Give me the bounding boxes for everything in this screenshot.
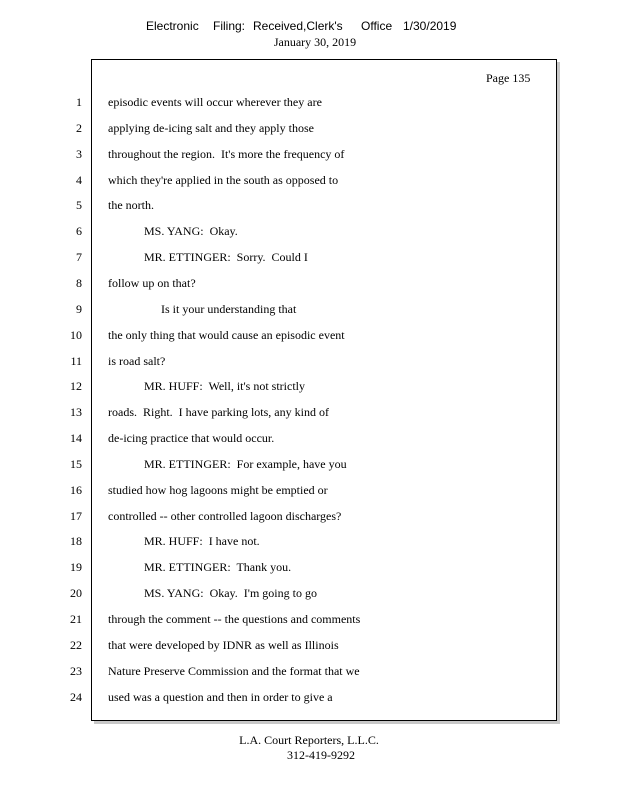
- line-number: 4: [76, 172, 82, 187]
- line-number: 8: [76, 275, 82, 290]
- line-number: 6: [76, 224, 82, 239]
- line-text: MR. ETTINGER: Thank you.: [144, 560, 292, 575]
- stamp-word: Filing:: [213, 19, 246, 33]
- line-text: episodic events will occur wherever they are: [108, 95, 322, 109]
- line-number: 7: [76, 250, 82, 265]
- line-text: that were developed by IDNR as well as Illinois: [108, 637, 339, 652]
- line-text: the only thing that would cause an episodic event: [108, 327, 345, 342]
- line-text: controlled -- other controlled lagoon discharges?: [108, 508, 342, 523]
- line-text: MS. YANG: Okay.: [144, 224, 238, 239]
- line-text: MR. ETTINGER: For example, have you: [144, 456, 347, 471]
- line-number: 9: [76, 301, 82, 316]
- line-text: Is it your understanding that: [161, 301, 297, 316]
- line-number: 19: [70, 560, 82, 575]
- line-number: 14: [70, 431, 82, 446]
- stamp-word: Electronic: [146, 19, 199, 33]
- stamp-word: Received,Clerk's: [253, 19, 343, 33]
- line-text: MS. YANG: Okay. I'm going to go: [144, 586, 317, 601]
- footer-phone: 312-419-9292: [287, 748, 355, 762]
- line-number: 12: [70, 379, 82, 394]
- line-number: 11: [70, 353, 82, 368]
- line-text: MR. HUFF: Well, it's not strictly: [144, 379, 305, 394]
- line-number: 22: [70, 637, 82, 652]
- line-text: studied how hog lagoons might be emptied or: [108, 482, 328, 497]
- stamp-word: 1/30/2019: [403, 19, 457, 33]
- line-number: 18: [70, 534, 82, 549]
- line-text: follow up on that?: [108, 275, 196, 290]
- line-number: 3: [76, 146, 82, 161]
- line-text: is road salt?: [108, 353, 166, 368]
- line-number: 1: [76, 95, 82, 109]
- line-text: used was a question and then in order to give a: [108, 689, 333, 704]
- line-number: 2: [76, 120, 82, 135]
- line-number: 17: [70, 508, 82, 523]
- footer-company: L.A. Court Reporters, L.L.C.: [239, 733, 379, 747]
- stamp-word: Office: [361, 19, 393, 33]
- line-number: 20: [70, 586, 82, 601]
- line-text: Nature Preserve Commission and the format that we: [108, 663, 360, 678]
- line-number: 24: [70, 689, 82, 704]
- line-text: MR. ETTINGER: Sorry. Could I: [144, 250, 308, 265]
- header-date: January 30, 2019: [273, 35, 357, 49]
- page-number: Page 135: [486, 71, 531, 85]
- line-number: 15: [70, 456, 82, 471]
- line-text: MR. HUFF: I have not.: [144, 534, 260, 549]
- line-text: roads. Right. I have parking lots, any kind of: [108, 405, 329, 420]
- line-text: de-icing practice that would occur.: [108, 431, 275, 446]
- line-text: which they're applied in the south as opposed to: [108, 172, 339, 187]
- line-number: 10: [70, 327, 82, 342]
- line-number: 21: [70, 612, 82, 626]
- line-number: 5: [76, 198, 82, 213]
- line-text: the north.: [108, 198, 154, 213]
- line-text: throughout the region. It's more the frequency of: [108, 146, 345, 161]
- line-number: 23: [70, 663, 82, 678]
- filing-stamp: [0, 19, 618, 35]
- line-number: 13: [70, 405, 82, 420]
- line-text: through the comment -- the questions and comments: [108, 612, 361, 626]
- line-text: applying de-icing salt and they apply those: [108, 120, 314, 135]
- line-number: 16: [70, 482, 82, 497]
